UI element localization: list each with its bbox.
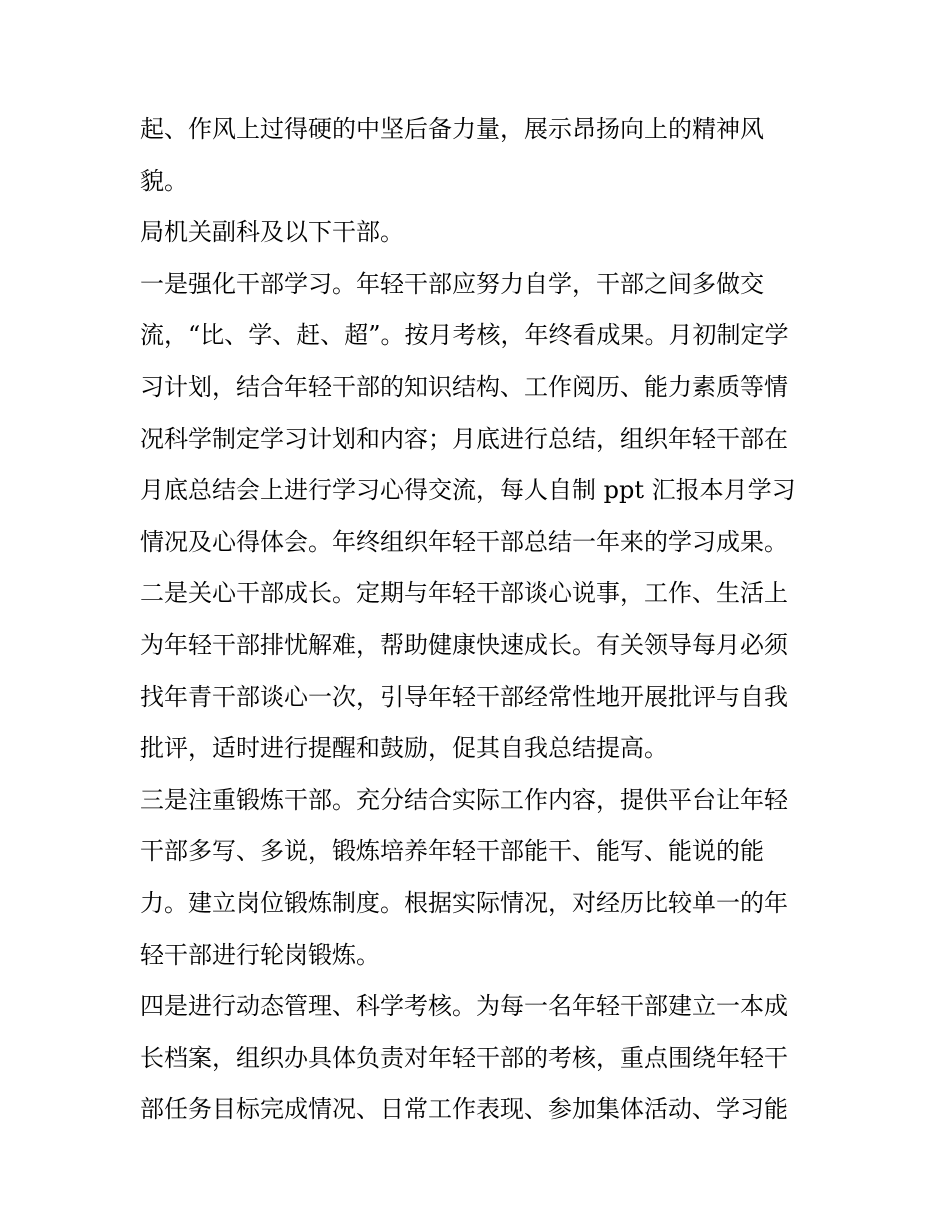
paragraph-training: 三是注重锻炼干部。充分结合实际工作内容，提供平台让年轻 干部多写、多说，锻炼培养年轻干部能干、能写、能说的能 力。建立岗位锻炼制度。根据实际情况，对经历比较单一的年 轻干部进行轮岗锻炼。 <box>140 785 788 969</box>
paragraph-study: 一是强化干部学习。年轻干部应努力自学，干部之间多做交 流，“比、学、赶、超”。按月考核，年终看成果。月初制定学 习计划，结合年轻干部的知识结构、工作阅历、能力素质等情 况科学制定学习计划和内容；月底进行总结，组织年轻干部在 月底总结会上进行学习心得交流，每人自制 ppt 汇报本月学习 情况及心得体会。年终组织年轻干部总结一年来的学习成果。 <box>140 269 796 556</box>
paragraph-assessment: 四是进行动态管理、科学考核。为每一名年轻干部建立一本成 长档案，组织办具体负责对年轻干部的考核，重点围绕年轻干 部任务目标完成情况、日常工作表现、参加集体活动、学习能 <box>140 992 788 1124</box>
document-body <box>140 104 815 1136</box>
paragraph-scope: 局机关副科及以下干部。 <box>140 218 404 247</box>
paragraph-growth: 二是关心干部成长。定期与年轻干部谈心说事，工作、生活上 为年轻干部排忧解难，帮助健康快速成长。有关领导每月必须 找年青干部谈心一次，引导年轻干部经常性地开展批评与自我 批评，适时进行提醒和鼓励，促其自我总结提高。 <box>140 579 788 763</box>
paragraph-continuation: 起、作风上过得硬的中坚后备力量，展示昂扬向上的精神风 貌。 <box>140 115 764 195</box>
